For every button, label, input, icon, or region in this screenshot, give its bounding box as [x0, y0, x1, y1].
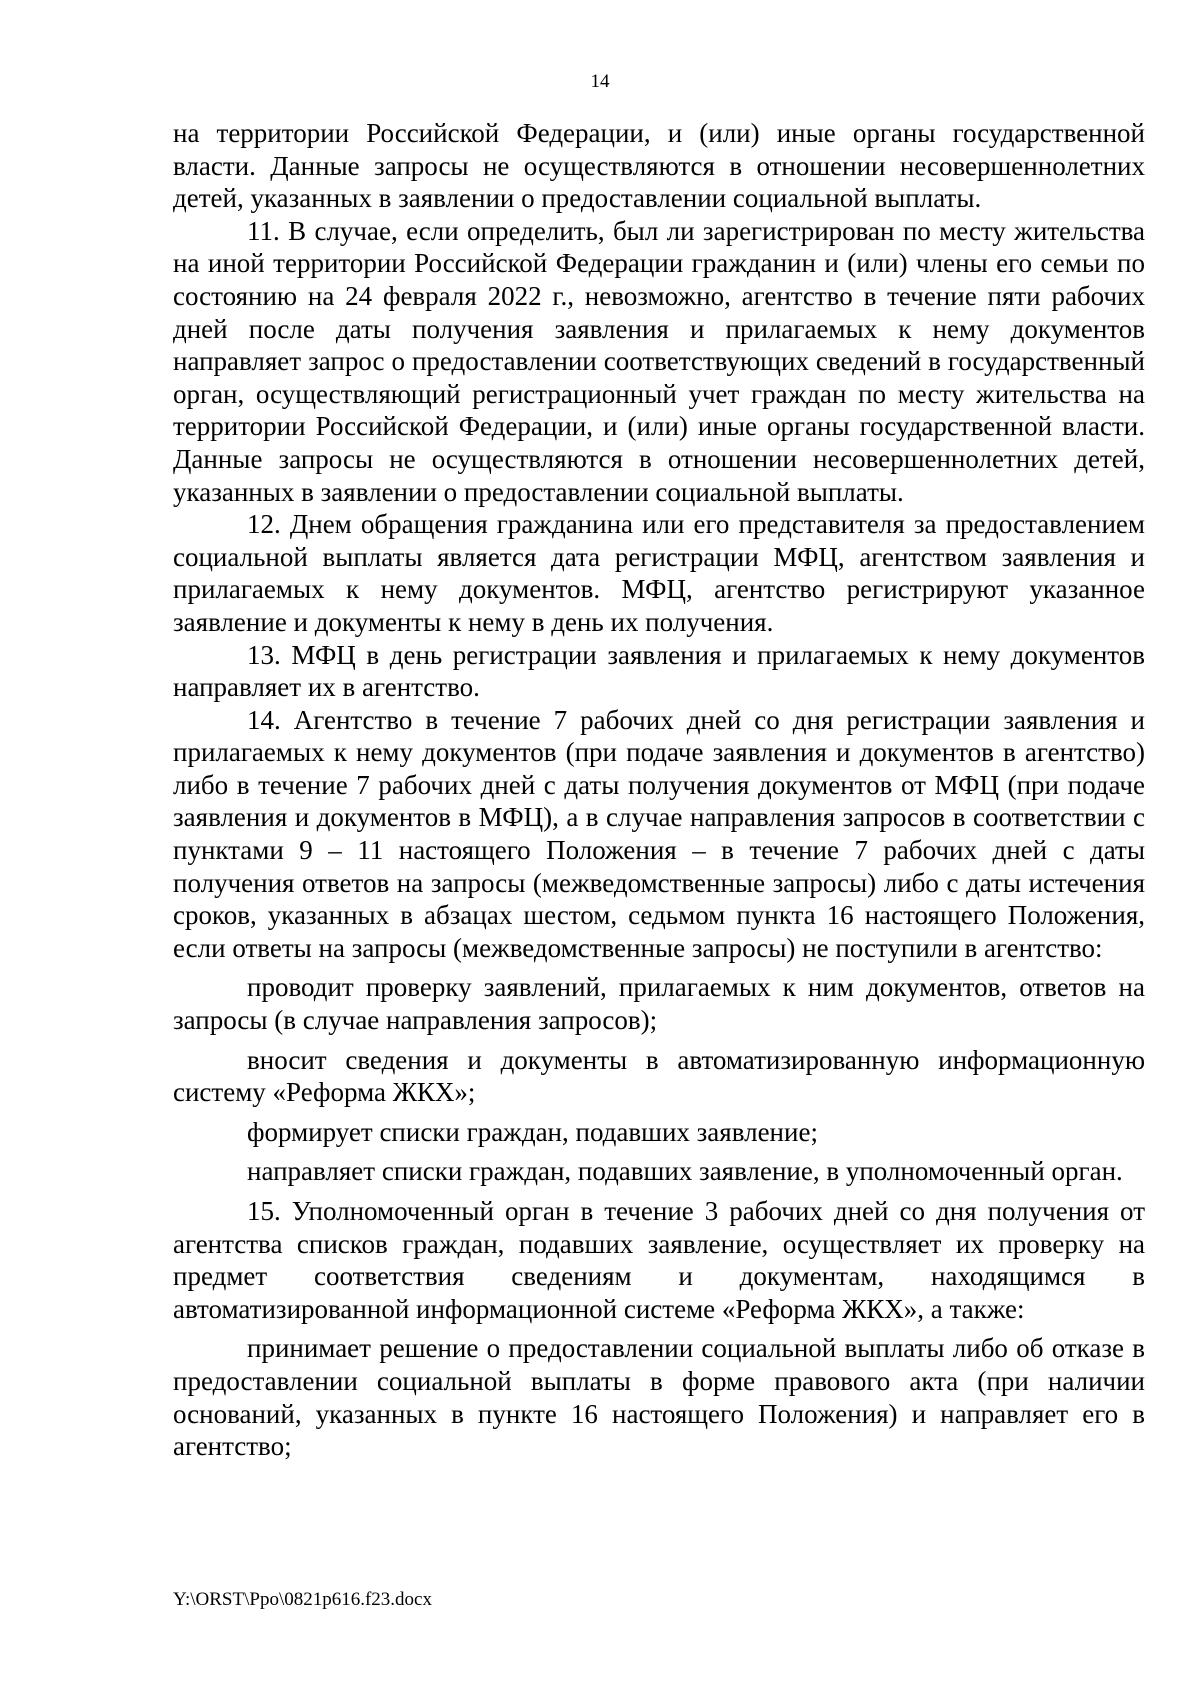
footer-file-path: Y:\ORST\Ppo\0821p616.f23.docx [173, 1589, 432, 1610]
paragraph-item-15: 15. Уполномоченный орган в течение 3 рабочих дней со дня получения от агентства списков граждан, подавших заявление, осуществляет их проверку на предмет соответствия сведениям и документам, находящимся в автоматизированной информационной системе «Реформа ЖКХ», а также: [173, 1196, 1145, 1324]
paragraph-continuation: на территории Российской Федерации, и (или) иные органы государственной власти. Данные запросы не осуществляются в отношении несовершеннолетних детей, указанных в заявлении о предоставлении социальной выплаты. [173, 118, 1145, 214]
page-number: 14 [590, 71, 610, 92]
paragraph-item-13: 13. МФЦ в день регистрации заявления и прилагаемых к нему документов направляет их в агентство. [173, 639, 1145, 703]
paragraph-14-subitem-check: проводит проверку заявлений, прилагаемых к ним документов, ответов на запросы (в случае направления запросов); [173, 972, 1145, 1036]
paragraph-item-11: 11. В случае, если определить, был ли зарегистрирован по месту жительства на иной территории Российской Федерации гражданин и (или) члены его семьи по состоянию на 24 февраля 2022 г., невозможно, агентство в течение пяти рабочих дней после даты получения заявления и прилагаемых к нему документов направляет запрос о предоставлении соответствующих сведений в государственный орган, осуществляющий регистрационный учет граждан по месту жительства на территории Российской Федерации, и (или) иные органы государственной власти. Данные запросы не осуществляются в отношении несовершеннолетних детей, указанных в заявлении о предоставлении социальной выплаты. [173, 215, 1145, 507]
paragraph-14-subitem-enter-data: вносит сведения и документы в автоматизированную информационную систему «Реформа ЖКХ»; [173, 1044, 1145, 1108]
paragraph-item-12: 12. Днем обращения гражданина или его представителя за предоставлением социальной выплаты является дата регистрации МФЦ, агентством заявления и прилагаемых к нему документов. МФЦ, агентство регистрируют указанное заявление и документы к нему в день их получения. [173, 509, 1145, 637]
paragraph-14-subitem-send-lists: направляет списки граждан, подавших заявление, в уполномоченный орган. [247, 1156, 1123, 1187]
paragraph-14-subitem-form-lists: формирует списки граждан, подавших заявление; [247, 1116, 818, 1147]
document-body [173, 117, 1145, 1463]
paragraph-15-subitem-decision: принимает решение о предоставлении социальной выплаты либо об отказе в предоставлении социальной выплаты в форме правового акта (при наличии оснований, указанных в пункте 16 настоящего Положения) и направляет его в агентство; [173, 1333, 1145, 1462]
paragraph-item-14: 14. Агентство в течение 7 рабочих дней со дня регистрации заявления и прилагаемых к нему документов (при подаче заявления и документов в агентство) либо в течение 7 рабочих дней с даты получения документов от МФЦ (при подаче заявления и документов в МФЦ), а в случае направления запросов в соответствии с пунктами 9 – 11 настоящего Положения – в течение 7 рабочих дней с даты получения ответов на запросы (межведомственные запросы) либо с даты истечения сроков, указанных в абзацах шестом, седьмом пункта 16 настоящего Положения, если ответы на запросы (межведомственные запросы) не поступили в агентство: [173, 704, 1145, 963]
